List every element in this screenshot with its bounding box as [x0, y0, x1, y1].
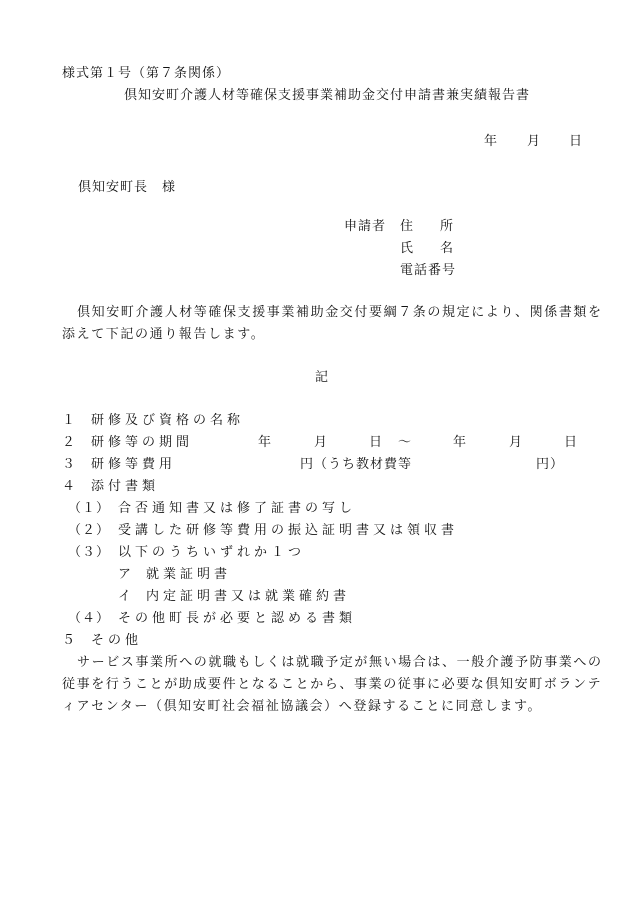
period-year-1: 年 [258, 435, 273, 450]
ki-heading: 記 [315, 370, 330, 385]
cost-yen: 円（うち教材費等 [300, 457, 413, 472]
item-4-text: 添付書類 [91, 479, 160, 494]
period-tilde: ～ [398, 435, 413, 450]
sub-4-text: その他町長が必要と認める書類 [118, 611, 357, 626]
date-day: 日 [569, 134, 584, 149]
other-paragraph-line-3: ィアセンター（倶知安町社会福祉協議会）へ登録することに同意します。 [62, 699, 543, 714]
date-month: 月 [527, 134, 542, 149]
sub-2-text: 受講した研修等費用の振込証明書又は領収書 [118, 523, 459, 538]
period-year-2: 年 [453, 435, 468, 450]
phone-label: 電話番号 [400, 263, 457, 278]
body-line-2: 添えて下記の通り報告します。 [62, 327, 266, 342]
applicant-label: 申請者 [344, 219, 387, 234]
period-month-1: 月 [314, 435, 329, 450]
sub-3b-text: 内定証明書又は就業確約書 [146, 589, 351, 604]
name-label-b: 名 [440, 241, 455, 256]
item-4-number: ４ [62, 479, 77, 494]
other-paragraph-line-1: サービス事業所への就職もしくは就職予定が無い場合は、一般介護予防事業への [77, 655, 603, 670]
item-2-text: 研修等の期間 [91, 435, 194, 450]
document-title: 倶知安町介護人材等確保支援事業補助金交付申請書兼実績報告書 [124, 88, 531, 103]
cost-yen-close: 円） [536, 457, 565, 472]
body-line-1: 倶知安町介護人材等確保支援事業補助金交付要綱７条の規定により、関係書類を [77, 305, 603, 320]
item-5-number: ５ [62, 633, 77, 648]
address-label-a: 住 [400, 219, 415, 234]
period-day-1: 日 [369, 435, 384, 450]
item-1-text: 研修及び資格の名称 [91, 413, 245, 428]
period-day-2: 日 [564, 435, 579, 450]
sub-3a-number: ア [118, 567, 133, 582]
addressee: 倶知安町長 様 [78, 180, 177, 195]
name-label-a: 氏 [400, 241, 415, 256]
form-number: 様式第１号（第７条関係） [62, 66, 231, 81]
other-paragraph-line-2: 従事を行うことが助成要件となることから、事業の従事に必要な倶知安町ボランテ [62, 677, 603, 692]
sub-2-number: （２） [68, 523, 111, 538]
sub-3-number: （３） [68, 545, 111, 560]
item-1-number: １ [62, 413, 77, 428]
period-month-2: 月 [509, 435, 524, 450]
sub-4-number: （４） [68, 611, 111, 626]
item-2-number: ２ [62, 435, 77, 450]
sub-3-text: 以下のうちいずれか１つ [118, 545, 306, 560]
date-year: 年 [484, 134, 499, 149]
item-3-text: 研修等費用 [91, 457, 177, 472]
address-label-b: 所 [440, 219, 455, 234]
sub-1-number: （１） [68, 501, 111, 516]
sub-1-text: 合否通知書又は修了証書の写し [118, 501, 357, 516]
sub-3b-number: イ [118, 589, 133, 604]
sub-3a-text: 就業証明書 [146, 567, 232, 582]
item-5-text: その他 [91, 633, 143, 648]
item-3-number: ３ [62, 457, 77, 472]
